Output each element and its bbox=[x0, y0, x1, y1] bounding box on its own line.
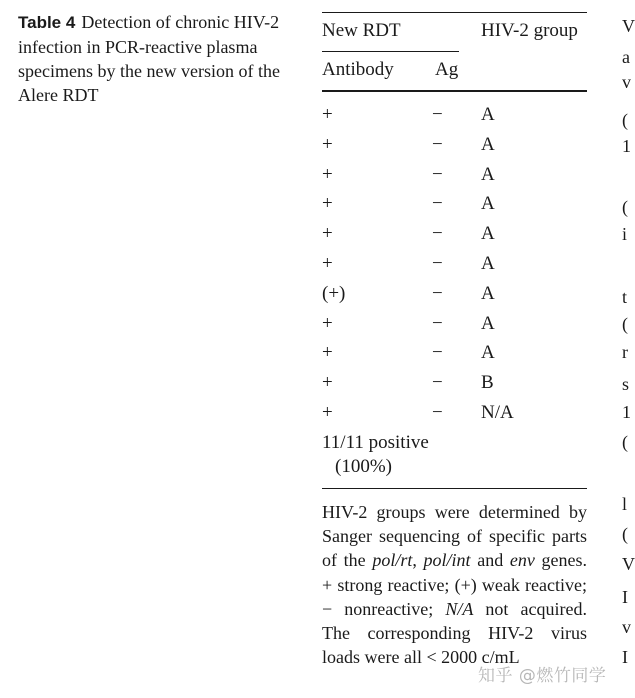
column-header-ag: Ag bbox=[435, 59, 459, 80]
table-row bbox=[322, 130, 587, 160]
table-row bbox=[322, 100, 587, 130]
cell-antibody: + bbox=[322, 193, 333, 214]
cell-ag: − bbox=[432, 193, 443, 214]
cell-ag: − bbox=[432, 223, 443, 244]
cell-ag: − bbox=[432, 342, 443, 363]
footnote-text: genes. + strong reactive; (+) weak reactive; − nonreactive; bbox=[322, 550, 587, 619]
cell-group: B bbox=[481, 372, 494, 393]
cell-group: A bbox=[481, 164, 495, 185]
cell-group: A bbox=[481, 193, 495, 214]
clipped-glyph: 1 bbox=[622, 402, 631, 422]
cell-ag: − bbox=[432, 372, 443, 393]
cell-group: A bbox=[481, 253, 495, 274]
table-row bbox=[322, 398, 587, 428]
footnote-text: , bbox=[412, 550, 424, 571]
column-header-antibody: Antibody bbox=[322, 59, 394, 80]
watermark: 知乎 @燃竹同学 bbox=[478, 666, 607, 686]
cell-ag: − bbox=[432, 253, 443, 274]
cell-ag: − bbox=[432, 164, 443, 185]
clipped-glyph: I bbox=[622, 647, 628, 667]
data-table bbox=[322, 0, 587, 698]
footnote-text: HIV-2 groups were determined by Sanger sequencing of specific parts of the bbox=[322, 502, 587, 571]
cell-group: A bbox=[481, 342, 495, 363]
header-bottom-rule bbox=[322, 90, 587, 92]
clipped-glyph: ( bbox=[622, 197, 628, 217]
footnote-text: not acquired. The corresponding HIV-2 virus loads were all < 2000 c/mL bbox=[322, 598, 587, 668]
table-number: Table 4 bbox=[18, 13, 76, 32]
table-caption-text: Detection of chronic HIV-2 infection in PCR-reactive plasma specimens by the new version of the Alere RDT bbox=[18, 12, 280, 105]
cell-antibody: + bbox=[322, 342, 333, 363]
group-header-new-rdt: New RDT bbox=[322, 20, 401, 41]
summary-percent: (100%) bbox=[335, 456, 392, 477]
clipped-glyph: v bbox=[622, 72, 631, 92]
column-header-hiv2-group: HIV-2 group bbox=[481, 20, 578, 41]
cell-antibody: + bbox=[322, 372, 333, 393]
table-bottom-rule bbox=[322, 488, 587, 489]
table-row bbox=[322, 189, 587, 219]
cell-antibody: + bbox=[322, 402, 333, 423]
cell-group: A bbox=[481, 283, 495, 304]
cell-ag: − bbox=[432, 313, 443, 334]
clipped-glyph: V bbox=[622, 16, 635, 36]
clipped-glyph: 1 bbox=[622, 136, 631, 156]
clipped-glyph: V bbox=[622, 554, 635, 574]
cell-ag: − bbox=[432, 283, 443, 304]
table-row bbox=[322, 309, 587, 339]
clipped-glyph: t bbox=[622, 287, 628, 307]
table-row bbox=[322, 338, 587, 368]
cell-group: N/A bbox=[481, 402, 514, 423]
table-summary bbox=[322, 431, 429, 479]
clipped-glyph: I bbox=[622, 587, 628, 607]
cell-ag: − bbox=[432, 104, 443, 125]
table-row bbox=[322, 279, 587, 309]
cell-antibody: (+) bbox=[322, 283, 346, 304]
clipped-glyph: a bbox=[622, 47, 630, 67]
clipped-glyph: ( bbox=[622, 110, 628, 130]
cell-antibody: + bbox=[322, 313, 333, 334]
gene-pol-rt: pol/rt bbox=[372, 550, 413, 571]
footnote-text: and bbox=[470, 550, 510, 571]
table-row bbox=[322, 249, 587, 279]
summary-count: 11/11 positive bbox=[322, 432, 429, 453]
cell-group: A bbox=[481, 223, 495, 244]
group-header-rule bbox=[322, 51, 459, 52]
clipped-glyph: ( bbox=[622, 432, 628, 452]
cell-antibody: + bbox=[322, 134, 333, 155]
clipped-glyph: s bbox=[622, 374, 630, 394]
cell-ag: − bbox=[432, 402, 443, 423]
gene-env: env bbox=[509, 550, 535, 571]
cell-antibody: + bbox=[322, 164, 333, 185]
clipped-glyph: l bbox=[622, 494, 628, 514]
table-row bbox=[322, 368, 587, 398]
cell-antibody: + bbox=[322, 253, 333, 274]
cell-group: A bbox=[481, 104, 495, 125]
not-acquired-abbrev: N/A bbox=[445, 598, 474, 619]
clipped-glyph: ( bbox=[622, 314, 628, 334]
table-caption bbox=[18, 10, 300, 107]
cell-group: A bbox=[481, 134, 495, 155]
table-row bbox=[322, 219, 587, 249]
cell-ag: − bbox=[432, 134, 443, 155]
clipped-glyph: ( bbox=[622, 524, 628, 544]
clipped-glyph: i bbox=[622, 224, 628, 244]
clipped-glyph: v bbox=[622, 617, 631, 637]
gene-pol-int: pol/int bbox=[423, 550, 471, 571]
cell-antibody: + bbox=[322, 223, 333, 244]
table-top-rule bbox=[322, 12, 587, 13]
cell-group: A bbox=[481, 313, 495, 334]
table-row bbox=[322, 160, 587, 190]
table-footnote bbox=[322, 500, 587, 669]
cell-antibody: + bbox=[322, 104, 333, 125]
clipped-glyph: r bbox=[622, 342, 628, 362]
